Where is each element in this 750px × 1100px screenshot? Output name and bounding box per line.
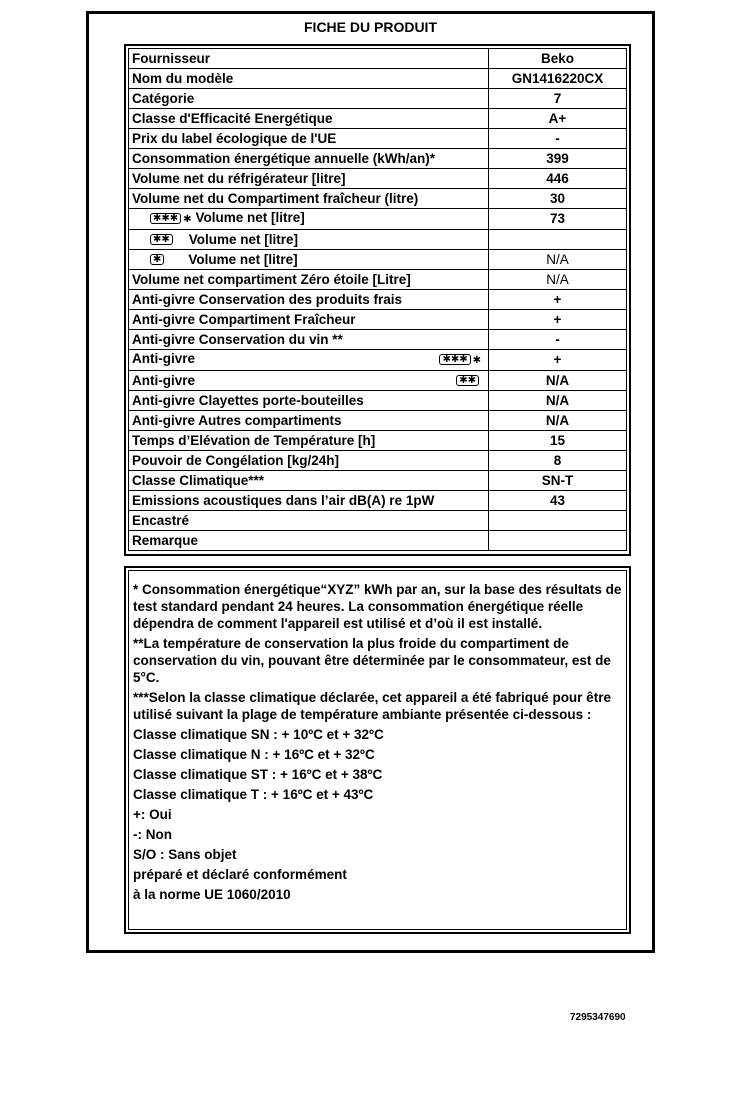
product-sheet: [86, 11, 655, 953]
star-rating-icon: ✱✱: [150, 234, 173, 245]
row-value: N/A: [489, 270, 627, 290]
note-climate: ***Selon la classe climatique déclarée, cet appareil a été fabriqué pour être utilisé suivant la plage de température ambiante présentée ci-dessous :: [133, 690, 611, 722]
row-value: +: [489, 310, 627, 330]
row-value: SN-T: [489, 471, 627, 491]
row-value: +: [489, 350, 627, 371]
row-label-text: Volume net [litre]: [195, 210, 305, 225]
row-label-text: Anti-givre Conservation des produits frais: [132, 291, 403, 307]
row-label: [129, 511, 489, 531]
row-label-text: Catégorie: [132, 90, 195, 106]
row-label: [129, 49, 489, 69]
row-label: [129, 290, 489, 310]
row-label-text: Anti-givre Compartiment Fraîcheur: [132, 311, 356, 327]
row-label-text: Volume net du réfrigérateur [litre]: [132, 170, 346, 186]
row-label: [129, 491, 489, 511]
sheet-title: FICHE DU PRODUIT: [304, 19, 437, 35]
row-label-text: Classe Climatique***: [132, 472, 265, 488]
row-label: [129, 270, 489, 290]
note-line: à la norme UE 1060/2010: [133, 887, 291, 902]
table-row: [129, 290, 627, 310]
table-row: [129, 431, 627, 451]
table-row: [129, 310, 627, 330]
row-label-text: Pouvoir de Congélation [kg/24h]: [132, 452, 340, 468]
star-rating-group: [439, 350, 481, 370]
note-line: Classe climatique N : + 16ºC et + 32ºC: [133, 747, 375, 762]
table-row: [129, 189, 627, 209]
row-value: 399: [489, 149, 627, 169]
row-label-text: Emissions acoustiques dans l’air dB(A) re 1pW: [132, 492, 435, 508]
spec-table-frame: [124, 44, 631, 556]
note-wine: **La température de conservation la plus froide du compartiment de conservation du vin, pouvant être déterminée par le consommateur, est de 5°C.: [133, 636, 611, 685]
row-label: [129, 451, 489, 471]
row-label-text: Volume net du Compartiment fraîcheur (litre): [132, 190, 419, 206]
star-rating-icon: ✱✱✱: [439, 354, 470, 365]
table-row: [129, 371, 627, 391]
table-row: [129, 129, 627, 149]
table-row: [129, 511, 627, 531]
table-row: [129, 270, 627, 290]
row-label: [129, 531, 489, 551]
row-value: Beko: [489, 49, 627, 69]
row-label-text: Anti-givre: [132, 372, 196, 388]
row-label-text: Anti-givre Conservation du vin **: [132, 331, 343, 347]
row-label-text: Volume net [litre]: [188, 251, 298, 267]
table-row: [129, 451, 627, 471]
table-row: [129, 491, 627, 511]
note-line: -: Non: [133, 827, 172, 842]
row-label-text: Consommation énergétique annuelle (kWh/an)*: [132, 150, 436, 166]
row-value: -: [489, 330, 627, 350]
row-label: [129, 149, 489, 169]
row-label: [129, 169, 489, 189]
note-line: Classe climatique ST : + 16ºC et + 38ºC: [133, 767, 383, 782]
row-label-text: Nom du modèle: [132, 70, 234, 86]
row-label: [129, 129, 489, 149]
row-value: N/A: [489, 411, 627, 431]
row-label: [129, 391, 489, 411]
table-row: [129, 109, 627, 129]
row-label: [129, 471, 489, 491]
row-label: [129, 411, 489, 431]
row-label: [129, 109, 489, 129]
table-row: [129, 531, 627, 551]
star-rating-icon: ✱✱: [456, 375, 479, 386]
note-line: Classe climatique T : + 16ºC et + 43ºC: [133, 787, 374, 802]
row-label-text: Remarque: [132, 532, 199, 548]
star-rating-icon: ✱✱✱: [150, 213, 181, 224]
row-label-text: Anti-givre Autres compartiments: [132, 412, 342, 428]
row-label: [129, 89, 489, 109]
table-row: [129, 69, 627, 89]
note-line: S/O : Sans objet: [133, 847, 237, 862]
table-row: [129, 411, 627, 431]
row-value: 446: [489, 169, 627, 189]
table-row: [129, 350, 627, 371]
row-value: 8: [489, 451, 627, 471]
row-label-text: Prix du label écologique de l'UE: [132, 130, 337, 146]
spec-table: [128, 48, 627, 551]
star-tail-icon: ✱: [472, 355, 481, 366]
row-label: [129, 250, 489, 270]
row-label-text: Classe d'Efficacité Energétique: [132, 110, 333, 126]
table-row: [129, 391, 627, 411]
star-rating-group: [456, 372, 481, 390]
row-label: [129, 230, 489, 250]
table-row: [129, 49, 627, 69]
note-energy: * Consommation énergétique“XYZ” kWh par an, sur la base des résultats de test standard pendant 24 heures. La consommation énergétique réelle dépendra de comment l'appareil est utilisé et d’où il est installé.: [133, 582, 622, 631]
row-label: [129, 371, 489, 391]
row-value: N/A: [489, 250, 627, 270]
row-value: N/A: [489, 391, 627, 411]
row-value: 73: [489, 209, 627, 230]
row-label-text: Volume net [litre]: [188, 231, 299, 247]
row-label: [129, 350, 489, 371]
row-value: -: [489, 129, 627, 149]
row-label-text: Temps d’Elévation de Température [h]: [132, 432, 376, 448]
notes-frame: [124, 566, 631, 934]
row-value: +: [489, 290, 627, 310]
document-code: 7295347690: [570, 1012, 626, 1023]
row-value: [489, 230, 627, 250]
row-value: N/A: [489, 371, 627, 391]
row-label-text: Anti-givre: [132, 351, 196, 366]
row-label: [129, 69, 489, 89]
star-tail-icon: ✱: [183, 214, 192, 225]
row-value: [489, 531, 627, 551]
note-line: préparé et déclaré conformément: [133, 867, 347, 882]
table-row: [129, 250, 627, 270]
note-line: Classe climatique SN : + 10ºC et + 32ºC: [133, 727, 384, 742]
star-rating-icon: ✱: [150, 254, 164, 265]
row-label: [129, 330, 489, 350]
row-value: 43: [489, 491, 627, 511]
row-label-text: Fournisseur: [132, 50, 211, 66]
table-row: [129, 230, 627, 250]
row-label: [129, 209, 489, 230]
table-row: [129, 169, 627, 189]
note-line: +: Oui: [133, 807, 172, 822]
row-label-text: Encastré: [132, 512, 190, 528]
row-value: 15: [489, 431, 627, 451]
table-row: [129, 89, 627, 109]
row-value: 30: [489, 189, 627, 209]
row-value: A+: [489, 109, 627, 129]
row-value: GN1416220CX: [489, 69, 627, 89]
row-label-text: Anti-givre Clayettes porte-bouteilles: [132, 392, 364, 408]
row-label: [129, 431, 489, 451]
notes-box: [128, 570, 627, 930]
table-row: [129, 330, 627, 350]
row-label: [129, 189, 489, 209]
row-label-text: Volume net compartiment Zéro étoile [Litre]: [132, 271, 411, 287]
table-row: [129, 471, 627, 491]
row-value: [489, 511, 627, 531]
table-row: [129, 209, 627, 230]
row-value: 7: [489, 89, 627, 109]
table-row: [129, 149, 627, 169]
note-lines: [133, 726, 622, 903]
row-label: [129, 310, 489, 330]
